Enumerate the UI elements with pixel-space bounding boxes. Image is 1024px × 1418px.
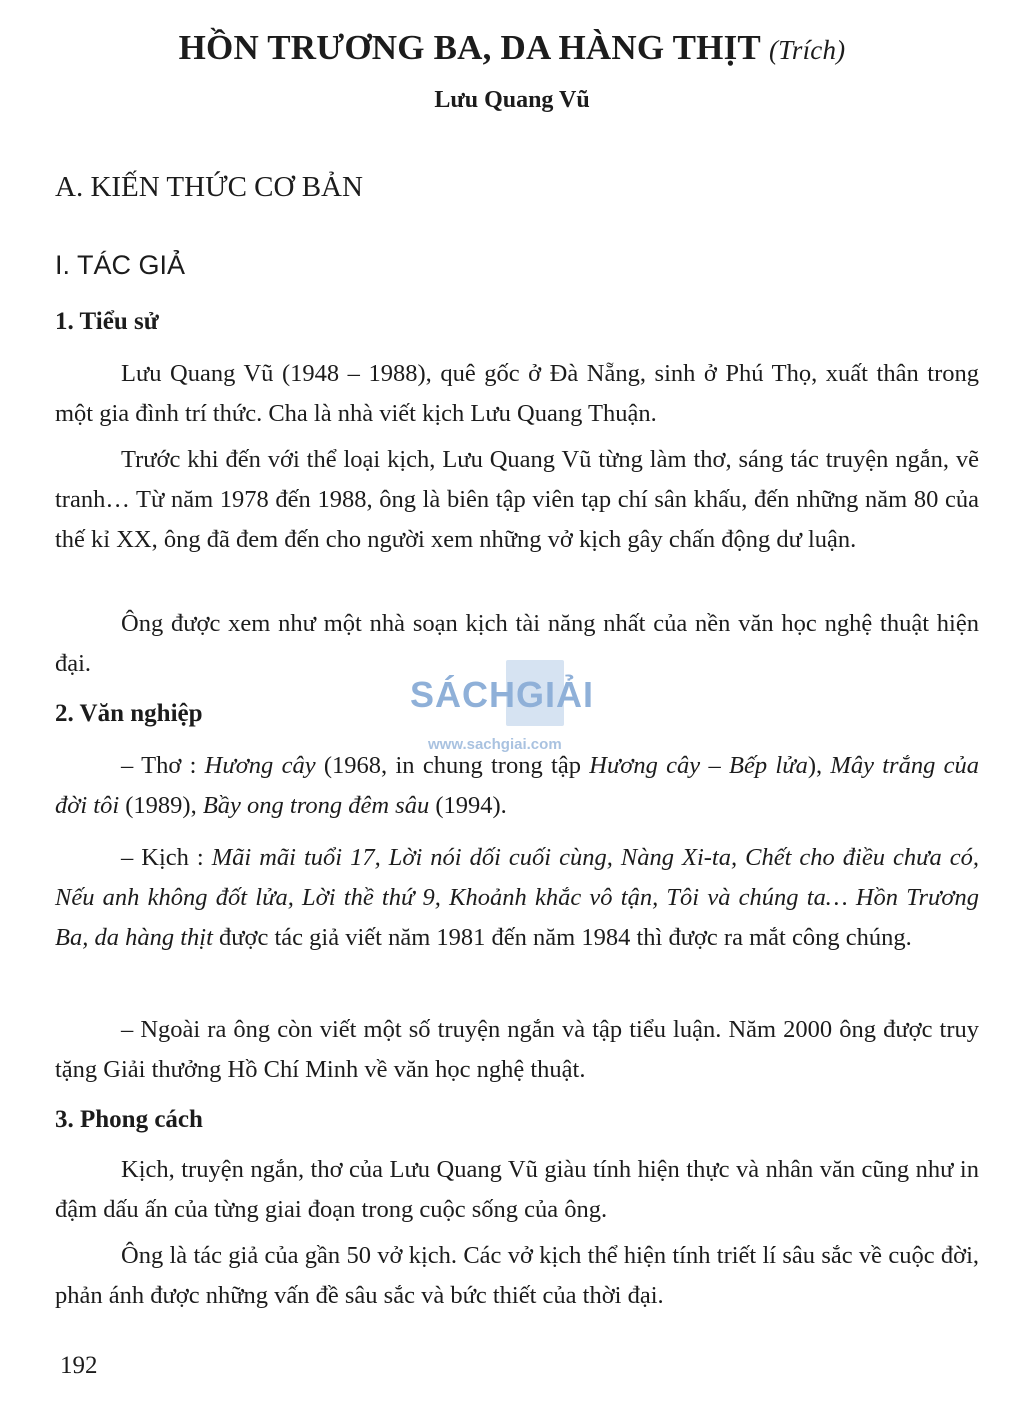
poetry-work-4: Bầy ong trong đêm sâu (202, 792, 430, 819)
poetry-text-4: (1994). (429, 792, 507, 819)
section-i-heading: I. TÁC GIẢ (55, 250, 186, 280)
biography-paragraph-1: Lưu Quang Vũ (1948 – 1988), quê gốc ở Đà Nẵng, sinh ở Phú Thọ, xuất thân trong một gia đình trí thức. Cha là nhà viết kịch Lưu Quang Thuận. (55, 360, 979, 427)
document-title (0, 28, 1024, 68)
style-paragraph-2: Ông là tác giả của gần 50 vở kịch. Các vở kịch thể hiện tính triết lí sâu sắc về cuộc đời, phản ánh được những vấn đề sâu sắc và bức thiết của thời đại. (55, 1242, 979, 1309)
poetry-text-2: ), (807, 752, 831, 779)
subheading-biography: 1. Tiểu sử (55, 308, 159, 335)
biography-paragraph-3: Ông được xem như một nhà soạn kịch tài năng nhất của nền văn học nghệ thuật hiện đại. (55, 610, 979, 677)
drama-lead: – Kịch : (121, 844, 212, 871)
watermark-brand: SÁCHGIẢI (410, 674, 595, 715)
watermark-url: www.sachgiai.com (428, 736, 562, 753)
biography-paragraph-2: Trước khi đến với thể loại kịch, Lưu Quang Vũ từng làm thơ, sáng tác truyện ngắn, vẽ tranh… Từ năm 1978 đến 1988, ông là biên tập viên tạp chí sân khấu, đến những năm 80 của thế kỉ XX, ông đã đem đến cho người xem những vở kịch gây chấn động dư luận. (55, 446, 979, 553)
drama-tail: được tác giả viết năm 1981 đến năm 1984 thì được ra mắt công chúng. (212, 924, 912, 951)
watermark (410, 660, 620, 756)
subheading-style: 3. Phong cách (55, 1106, 203, 1133)
career-drama-paragraph (55, 838, 979, 958)
title-text: HỒN TRƯƠNG BA, DA HÀNG THỊT (178, 28, 761, 67)
career-other-paragraph: – Ngoài ra ông còn viết một số truyện ngắn và tập tiểu luận. Năm 2000 ông được truy tặng Giải thưởng Hồ Chí Minh về văn học nghệ thuật. (55, 1016, 979, 1083)
author-name: Lưu Quang Vũ (434, 87, 590, 113)
poetry-work-3: Mây trắng của đời tôi (55, 752, 979, 819)
section-a-heading: A. KIẾN THỨC CƠ BẢN (55, 171, 363, 203)
page-number: 192 (60, 1352, 98, 1379)
subheading-career: 2. Văn nghiệp (55, 700, 203, 727)
style-paragraph-1: Kịch, truyện ngắn, thơ của Lưu Quang Vũ giàu tính hiện thực và nhân văn cũng như in đậm dấu ấn của từng giai đoạn trong cuộc sống của ông. (55, 1156, 979, 1223)
poetry-lead: – Thơ : (121, 752, 205, 779)
poetry-text-1: (1968, in chung trong tập (315, 752, 590, 779)
poetry-work-1: Hương cây (204, 752, 316, 779)
poetry-text-3: (1989), (119, 792, 203, 819)
drama-works: Mãi mãi tuổi 17, Lời nói dối cuối cùng, Nàng Xi-ta, Chết cho điều chưa có, Nếu anh không đốt lửa, Lời thề thứ 9, Khoảnh khắc vô tận, Tôi và chúng ta… Hồn Trương Ba, da hàng thịt (55, 844, 979, 951)
title-excerpt-note: (Trích) (768, 35, 846, 65)
poetry-work-2: Hương cây – Bếp lửa (589, 752, 808, 779)
career-poetry-paragraph (55, 746, 979, 826)
